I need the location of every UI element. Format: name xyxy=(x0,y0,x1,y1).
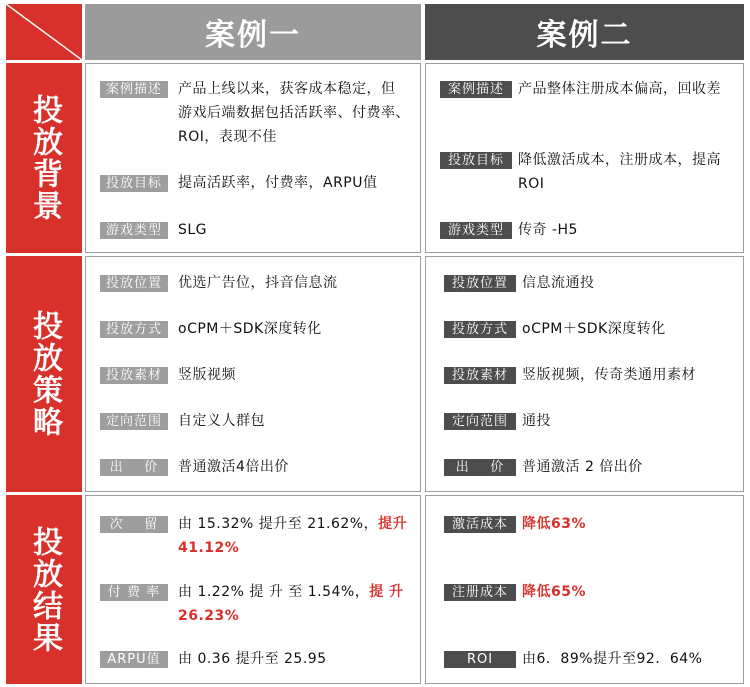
case2-background-cell xyxy=(425,63,744,253)
header-case1-label: 案例一 xyxy=(205,18,301,53)
case1-pay-line1 xyxy=(178,581,404,604)
case1-desc-tag: 案例描述 xyxy=(100,81,168,98)
case2-type-tag: 游戏类型 xyxy=(440,222,512,239)
case2-mode-text: oCPM＋SDK深度转化 xyxy=(522,321,666,337)
case1-bid-tag: 出 价 xyxy=(100,459,168,476)
case1-arpu-tag: ARPU值 xyxy=(100,651,168,668)
case1-ret-tag: 次 留 xyxy=(100,516,168,533)
case1-result-cell xyxy=(85,495,421,684)
case1-strategy-cell xyxy=(85,256,421,492)
case2-pos-tag: 投放位置 xyxy=(444,275,516,292)
case2-reg-tag: 注册成本 xyxy=(444,584,516,601)
case2-desc-tag: 案例描述 xyxy=(440,81,512,98)
case2-goal-line1: 降低激活成本，注册成本，提高 xyxy=(518,152,721,168)
case2-act-tag: 激活成本 xyxy=(444,516,516,533)
case1-pay-red2: 26.23% xyxy=(178,608,240,624)
case1-background-cell xyxy=(85,63,421,253)
case2-reg-text: 降低65% xyxy=(522,584,587,600)
case1-type-tag: 游戏类型 xyxy=(100,222,168,239)
case1-mat-tag: 投放素材 xyxy=(100,367,168,384)
section-strategy-label: 投放策略 xyxy=(6,256,82,492)
case1-bid-text: 普通激活4倍出价 xyxy=(178,459,289,475)
case2-goal-tag: 投放目标 xyxy=(440,152,512,169)
case2-roi-text: 由6．89%提升至92．64% xyxy=(522,651,703,667)
case1-range-text: 自定义人群包 xyxy=(178,413,265,429)
case1-mode-text: oCPM＋SDK深度转化 xyxy=(178,321,322,337)
case2-goal-line2: ROI xyxy=(518,176,545,192)
case2-mode-tag: 投放方式 xyxy=(444,321,516,338)
corner-cell xyxy=(6,4,82,60)
case1-desc-line1: 产品上线以来，获客成本稳定，但 xyxy=(178,81,396,97)
case1-pos-tag: 投放位置 xyxy=(100,275,168,292)
case1-pay-text: 由 1.22% 提 升 至 1.54%， xyxy=(178,584,370,600)
case2-range-text: 通投 xyxy=(522,413,551,429)
case1-type-text: SLG xyxy=(178,222,208,238)
case2-act-text: 降低63% xyxy=(522,516,587,532)
case2-roi-tag: ROI xyxy=(444,651,516,668)
section-background-label: 投放背景 xyxy=(6,63,82,253)
case1-goal-text: 提高活跃率，付费率，ARPU值 xyxy=(178,175,378,191)
case2-range-tag: 定向范围 xyxy=(444,413,516,430)
case2-mat-text: 竖版视频，传奇类通用素材 xyxy=(522,367,696,383)
case1-desc-line3: ROI，表现不佳 xyxy=(178,129,277,145)
section-result-label: 投放结果 xyxy=(6,495,82,684)
case2-bid-text: 普通激活 2 倍出价 xyxy=(522,459,643,475)
case1-pay-tag: 付 费 率 xyxy=(100,584,168,601)
case1-pay-red1: 提 升 xyxy=(369,584,404,600)
case1-ret-red1: 提升 xyxy=(378,516,408,532)
case1-desc-line2: 游戏后端数据包括活跃率、付费率、 xyxy=(178,105,410,121)
header-case2-label: 案例二 xyxy=(536,18,633,53)
case1-ret-red2: 41.12% xyxy=(178,540,240,556)
diagonal-line xyxy=(6,4,82,60)
case1-range-tag: 定向范围 xyxy=(100,413,168,430)
header-case1 xyxy=(85,4,421,60)
comparison-table xyxy=(6,4,744,684)
header-case2 xyxy=(425,4,744,60)
case2-pos-text: 信息流通投 xyxy=(522,275,595,291)
case2-result-cell xyxy=(425,495,744,684)
case1-ret-line1 xyxy=(178,513,407,536)
case1-mat-text: 竖版视频 xyxy=(178,367,236,383)
case1-arpu-text: 由 0.36 提升至 25.95 xyxy=(178,651,327,667)
case1-mode-tag: 投放方式 xyxy=(100,321,168,338)
case1-pos-text: 优选广告位，抖音信息流 xyxy=(178,275,338,291)
case1-goal-tag: 投放目标 xyxy=(100,175,168,192)
case2-type-text: 传奇 -H5 xyxy=(518,222,578,238)
case2-strategy-cell xyxy=(425,256,744,492)
case2-bid-tag: 出 价 xyxy=(444,459,516,476)
case2-desc-text: 产品整体注册成本偏高，回收差 xyxy=(518,81,721,97)
case1-ret-text: 由 15.32% 提升至 21.62%， xyxy=(178,516,379,532)
case2-mat-tag: 投放素材 xyxy=(444,367,516,384)
